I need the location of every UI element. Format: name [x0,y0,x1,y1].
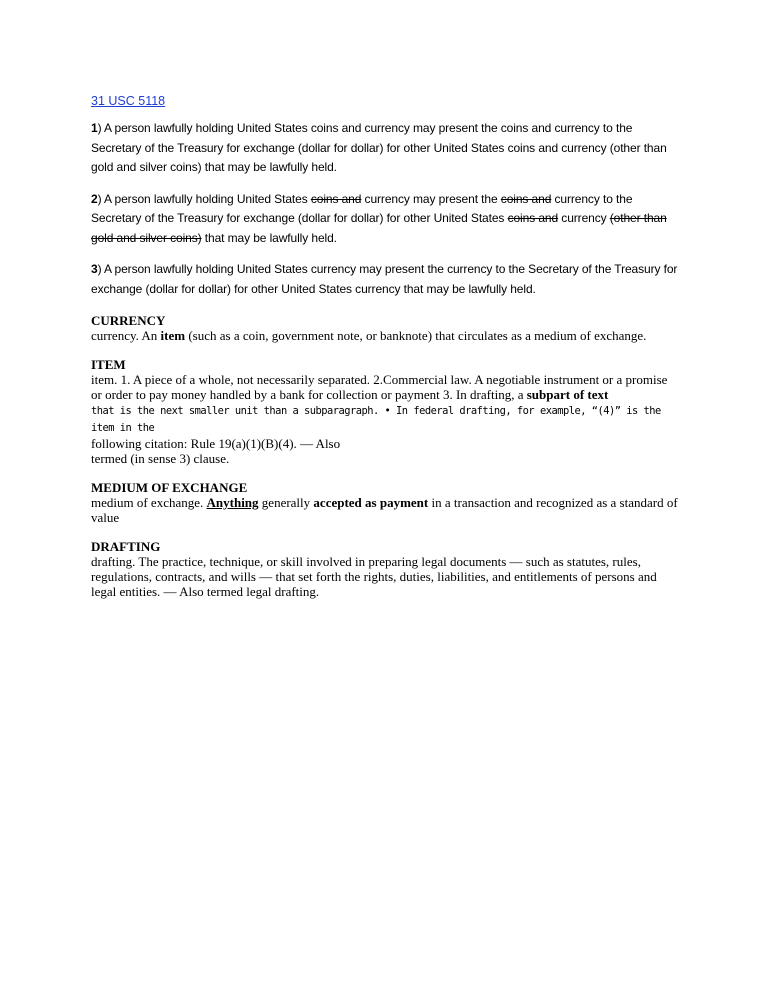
definition-currency [91,313,681,343]
definition-text: currency. An [91,328,161,343]
paragraph-2 [91,190,681,249]
definition-text: in a transaction and recognized as a standard of value [91,495,678,525]
struck-text: coins and [310,191,362,206]
paragraph-text: ) A person lawfully holding United States currency may present the currency to the Secretary of the Treasury for exchange (dollar for dollar) for other United States currency that may be lawfully held. [91,262,678,296]
definition-item [91,357,681,466]
definition-mono-text: that is the next smaller unit than a subparagraph. • In federal drafting, for example, “(4)” is the item in the [91,405,661,434]
definition-underlined: Anything [206,495,259,510]
paragraph-text: currency may present the [361,191,501,206]
definition-drafting [91,539,681,599]
struck-text: (other than gold and silver coins) [91,211,667,245]
paragraph-text: currency [558,211,610,225]
definition-title: MEDIUM OF EXCHANGE [91,480,248,495]
definition-bold: item [160,328,186,343]
definition-body [91,372,681,466]
paragraph-text: ) A person lawfully holding United States coins and currency may present the coins and currency to the Secretary of the Treasury for exchange (dollar for dollar) for other United States coins and currency (other than gold and silver coins) that may be lawfully held. [91,121,667,174]
definition-title: ITEM [91,357,126,372]
struck-text: coins and [500,191,552,206]
paragraph-1 [91,119,681,178]
paragraph-number: 3 [91,262,98,276]
definition-medium-of-exchange [91,480,681,525]
definition-text: (such as a coin, government note, or banknote) that circulates as a medium of exchange. [185,328,647,343]
document-page [91,92,681,599]
definition-body [91,495,681,525]
definition-text: termed (in sense 3) clause. [91,451,230,466]
paragraph-number: 2 [91,191,98,206]
definition-title: CURRENCY [91,313,166,328]
paragraph-number: 1 [91,121,98,135]
definition-text: generally [258,495,314,510]
statute-link[interactable]: 31 USC 5118 [91,94,166,108]
paragraph-text: currency to the Secretary of the Treasury for exchange (dollar for dollar) for other United States [91,191,633,225]
definition-bold: subpart of text [526,387,609,402]
paragraph-3 [91,260,681,299]
definition-body: drafting. The practice, technique, or skill involved in preparing legal documents — such as statutes, rules, regulations, contracts, and wills — that set forth the rights, duties, liabilities, and entitlements of persons and legal entities. — Also termed legal drafting. [91,554,657,599]
definition-text: following citation: Rule 19(a)(1)(B)(4). — Also [91,436,341,451]
struck-text: coins and [507,211,559,225]
paragraph-text: ) A person lawfully holding United States [97,191,311,206]
paragraph-text: that may be lawfully held. [201,230,337,245]
definition-title: DRAFTING [91,539,161,554]
definition-text: item. 1. A piece of a whole, not necessarily separated. 2.Commercial law. A negotiable instrument or a promise or order to pay money handled by a bank for collection or payment 3. In drafting, a [91,372,668,402]
definition-body [91,328,681,343]
definition-bold: accepted as payment [313,495,429,510]
definition-text: medium of exchange. [91,495,207,510]
